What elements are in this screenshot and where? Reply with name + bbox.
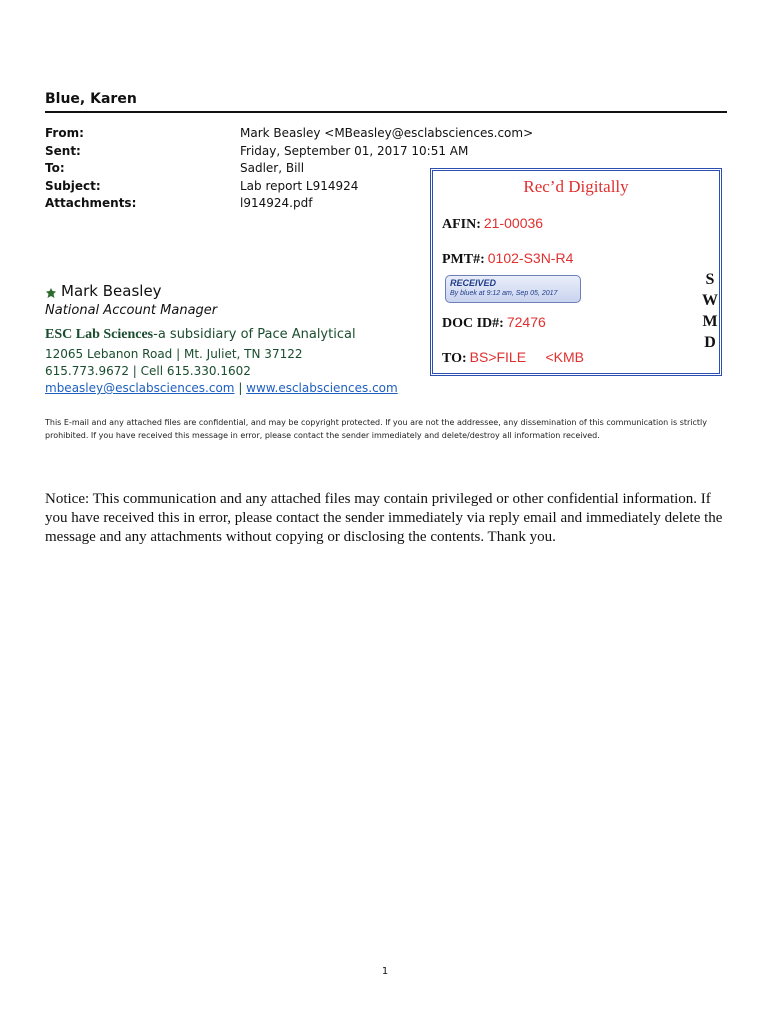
- docid-row: [442, 314, 546, 332]
- signature-phone: 615.773.9672 | Cell 615.330.1602: [45, 364, 251, 378]
- received-detail: By bluek at 9:12 am, Sep 05, 2017: [450, 290, 558, 297]
- email-link[interactable]: mbeasley@esclabsciences.com: [45, 381, 235, 395]
- from-label: From:: [45, 126, 84, 140]
- swmd-letter: D: [704, 334, 716, 351]
- pmt-value: 0102-S3N-R4: [487, 250, 574, 266]
- docid-label: DOC ID#:: [442, 316, 504, 331]
- swmd-letter: S: [705, 271, 715, 288]
- subject-value: Lab report L914924: [240, 179, 359, 193]
- afin-value: 21-00036: [483, 215, 544, 231]
- to-routing-label: TO:: [442, 351, 467, 366]
- to-routing-value: BS>FILE <KMB: [469, 349, 585, 365]
- from-value: Mark Beasley <MBeasley@esclabsciences.com>: [240, 126, 534, 140]
- signature-name-text: Mark Beasley: [61, 282, 162, 300]
- sent-label: Sent:: [45, 144, 81, 158]
- website-link[interactable]: www.esclabsciences.com: [246, 381, 398, 395]
- mailbox-owner: Blue, Karen: [45, 91, 137, 107]
- stamp-title: Rec’d Digitally: [523, 177, 629, 196]
- confidentiality-disclaimer: This E-mail and any attached files are confidential, and may be copyright protected. If you are not the addressee, any dissemination of this communication is strictly prohibited. If you have received this message in error, please contact the sender immediately and delete/destroy all information received.: [45, 418, 708, 440]
- docid-value: 72476: [506, 314, 546, 330]
- signature-company: [45, 327, 356, 343]
- leaf-icon: [45, 285, 57, 297]
- attachments-label: Attachments:: [45, 196, 137, 210]
- header-divider: [45, 111, 727, 113]
- to-label: To:: [45, 161, 65, 175]
- signature-name: [45, 282, 162, 300]
- subject-label: Subject:: [45, 179, 101, 193]
- to-value: Sadler, Bill: [240, 161, 305, 175]
- to-routing-row: [442, 349, 584, 367]
- swmd-letter: W: [702, 292, 718, 309]
- page-number: 1: [381, 966, 389, 977]
- attachment-link[interactable]: l914924.pdf: [240, 196, 313, 210]
- received-label: RECEIVED: [450, 278, 497, 288]
- company-subsidiary: -a subsidiary of Pace Analytical: [153, 327, 356, 342]
- company-brand: ESC Lab Sciences: [45, 327, 154, 342]
- afin-label: AFIN:: [442, 217, 481, 232]
- notice-paragraph: Notice: This communication and any attached files may contain privileged or other confidential information. If you have received this in error, please contact the sender immediately via reply email and immediately delete the message and any attachments without copying or disclosing the contents. Thank you.: [45, 491, 723, 545]
- sent-value: Friday, September 01, 2017 10:51 AM: [240, 144, 469, 158]
- pmt-row: [442, 250, 573, 268]
- received-stamp: [430, 168, 722, 376]
- swmd-letter: M: [702, 313, 718, 330]
- signature-links: [45, 381, 398, 395]
- swmd-letters: [701, 269, 719, 353]
- signature-title: National Account Manager: [45, 303, 218, 318]
- pmt-label: PMT#:: [442, 252, 485, 267]
- signature-address: 12065 Lebanon Road | Mt. Juliet, TN 37122: [45, 347, 303, 361]
- afin-row: [442, 215, 543, 233]
- link-separator: |: [234, 381, 247, 395]
- received-badge: [445, 275, 581, 303]
